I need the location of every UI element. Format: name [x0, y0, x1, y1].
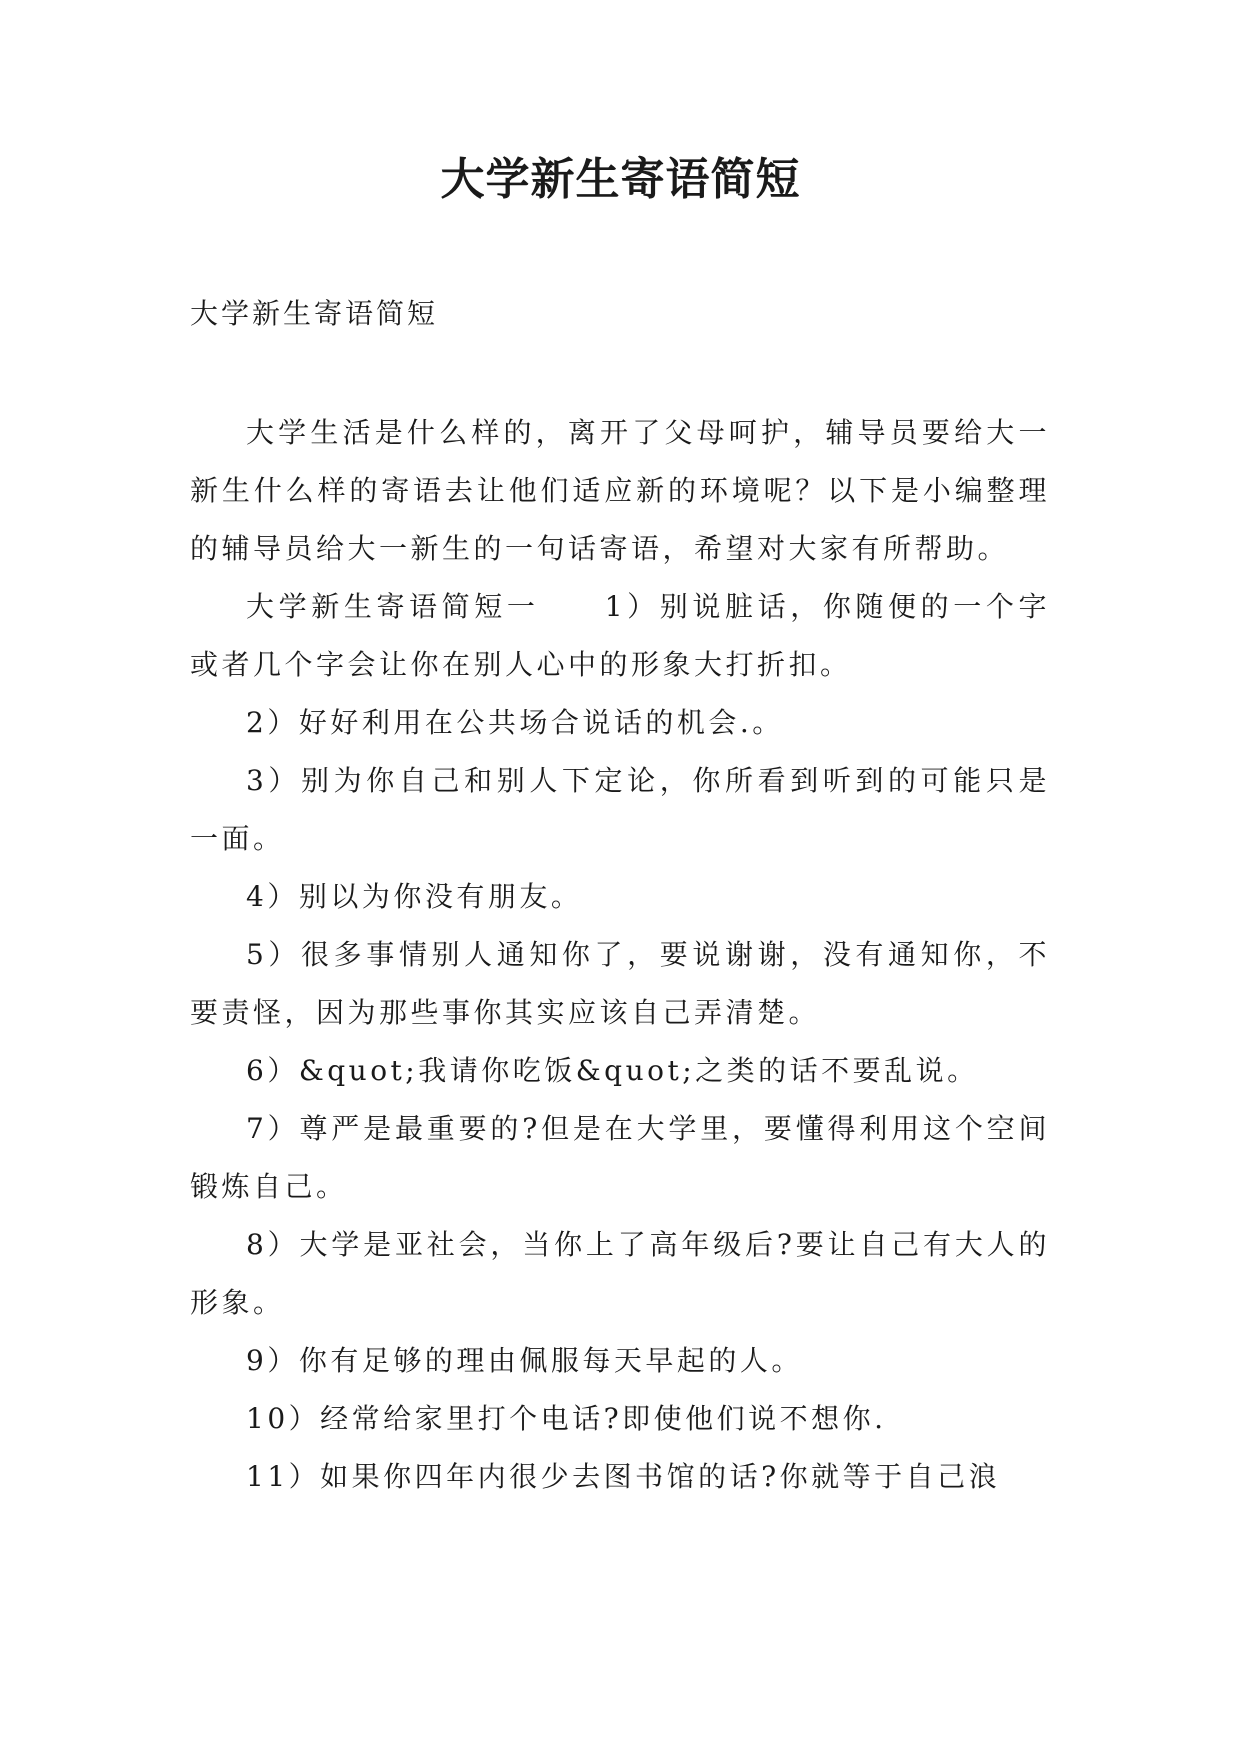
paragraph-item-6: 6）&quot;我请你吃饭&quot;之类的话不要乱说。	[246, 1054, 979, 1087]
paragraph-item-4: 4）别以为你没有朋友。	[246, 880, 583, 913]
paragraph-item-5: 5）很多事情别人通知你了，要说谢谢，没有通知你，不要责怪，因为那些事你其实应该自己弄清楚。	[190, 938, 1050, 1029]
paragraph-item-11: 11）如果你四年内很少去图书馆的话?你就等于自己浪	[246, 1460, 1001, 1493]
paragraph-item-8: 8）大学是亚社会，当你上了高年级后?要让自己有大人的形象。	[190, 1228, 1050, 1319]
paragraph-item-7: 7）尊严是最重要的?但是在大学里，要懂得利用这个空间锻炼自己。	[190, 1112, 1050, 1203]
paragraph-intro: 大学生活是什么样的，离开了父母呵护，辅导员要给大一新生什么样的寄语去让他们适应新的环境呢？以下是小编整理的辅导员给大一新生的一句话寄语，希望对大家有所帮助。	[190, 416, 1050, 565]
paragraph-item-2: 2）好好利用在公共场合说话的机会.。	[246, 706, 784, 739]
paragraph-item-9: 9）你有足够的理由佩服每天早起的人。	[246, 1344, 803, 1377]
paragraph-item-10: 10）经常给家里打个电话?即使他们说不想你.	[246, 1402, 887, 1435]
document-body	[190, 404, 1050, 1506]
document-subtitle: 大学新生寄语简短	[190, 297, 439, 330]
document-title: 大学新生寄语简短	[440, 154, 801, 205]
paragraph-item-3: 3）别为你自己和别人下定论，你所看到听到的可能只是一面。	[190, 764, 1050, 855]
paragraph-item-1: 大学新生寄语简短一 1）别说脏话，你随便的一个字或者几个字会让你在别人心中的形象大打折扣。	[190, 590, 1050, 681]
